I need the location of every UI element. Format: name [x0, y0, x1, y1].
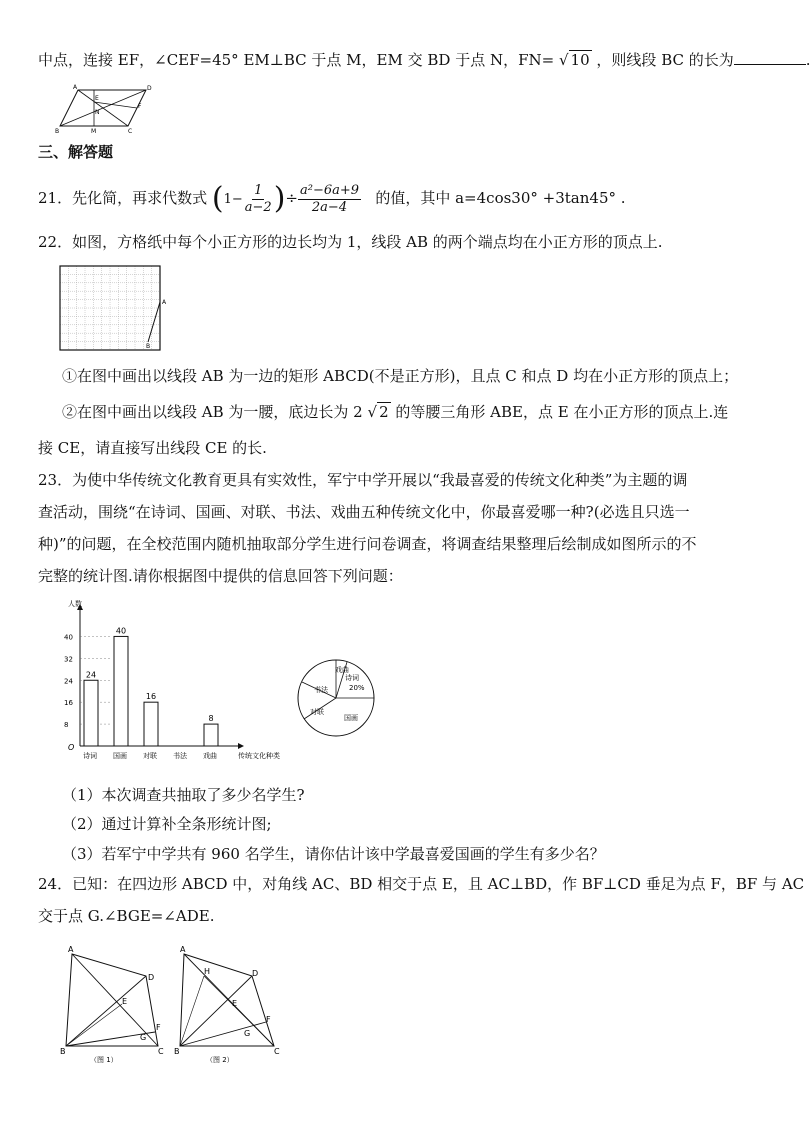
- x-tick-label: 诗词: [83, 752, 97, 760]
- q22-sqrt-value: 2: [379, 403, 389, 421]
- x-axis-arrow: [238, 743, 244, 749]
- q20-line: [38, 50, 811, 70]
- x-tick-label: 国画: [113, 752, 127, 760]
- section-title: 三、解答题: [38, 143, 114, 161]
- grid-label-b: B: [146, 343, 151, 350]
- q20-figure: [55, 84, 158, 135]
- y-tick-label: 16: [64, 699, 73, 708]
- q20-label-b: B: [55, 128, 60, 135]
- q22-stem: 22．如图，方格纸中每个小正方形的边长均为 1，线段 AB 的两个端点均在小正方形的顶点上.: [38, 233, 663, 251]
- pie-label-poetry-pct: 20%: [349, 684, 365, 692]
- q21-one: 1−: [223, 192, 243, 207]
- fig1-label-f: F: [156, 1023, 161, 1032]
- bar: [114, 636, 128, 746]
- bar: [144, 702, 158, 746]
- q23-sub2: （2）通过计算补全条形统计图;: [62, 815, 272, 833]
- q21-left-paren: (: [211, 181, 224, 216]
- q22-item2-b: 的等腰三角形 ABE，点 E 在小正方形的顶点上.连: [395, 403, 729, 421]
- q21-frac1-den: a−2: [244, 199, 272, 215]
- q21-right-paren: ): [273, 181, 286, 216]
- q23-line3: 种)”的问题，在全校范围内随机抽取部分学生进行问卷调查，将调查结果整理后绘制成如图所示的不: [38, 535, 697, 553]
- q23-sub3: （3）若军宁中学共有 960 名学生，请你估计该中学最喜爱国画的学生有多少名？: [62, 845, 605, 863]
- q20-label-d: D: [147, 85, 152, 92]
- fig1-label-c: C: [158, 1047, 164, 1056]
- grid-label-a: A: [162, 299, 167, 306]
- fig1-label-g: G: [140, 1033, 147, 1042]
- bar-value-label: 16: [145, 692, 157, 702]
- y-axis-label: 人数: [68, 600, 82, 608]
- q21-fraction-1: [243, 183, 274, 216]
- q21-frac2-num: a²−6a+9: [299, 182, 360, 198]
- bar-value-label: 40: [115, 626, 127, 636]
- q21-frac2-den: 2a−4: [311, 199, 348, 215]
- q22-grid-figure: [60, 266, 180, 366]
- fig1-label-a: A: [68, 945, 74, 954]
- bar: [204, 724, 218, 746]
- fig2-label-h: H: [204, 967, 211, 976]
- q20-label-c: C: [128, 128, 133, 135]
- q21-fraction-2: [298, 183, 361, 216]
- fig1-label-b: B: [60, 1047, 66, 1056]
- y-tick-label: 32: [64, 655, 73, 664]
- x-tick-label: 戏曲: [203, 752, 217, 760]
- q24-figure-2: [176, 946, 286, 1066]
- q24-line1: 24．已知：在四边形 ABCD 中，对角线 AC、BD 相交于点 E，且 AC⊥BD，作 BF⊥CD 垂足为点 F，BF 与 AC: [38, 875, 805, 893]
- x-axis-label: 传统文化种类: [238, 752, 280, 760]
- origin-label: O: [68, 743, 75, 752]
- bar-value-label: 24: [85, 670, 97, 680]
- q21-line: [38, 178, 626, 220]
- y-tick-label: 8: [64, 721, 69, 730]
- fig1-caption: （图 1）: [90, 1056, 118, 1064]
- q22-item2: [62, 402, 728, 422]
- pie-label-painting: 国画: [344, 714, 358, 722]
- fig2-caption: （图 2）: [206, 1056, 234, 1064]
- q20-label-e: E: [95, 95, 99, 102]
- fig2-label-f: F: [266, 1015, 271, 1024]
- bar-value-label: 8: [208, 714, 214, 724]
- pie-label-opera: 戏曲: [335, 666, 349, 674]
- q22-item1: ①在图中画出以线段 AB 为一边的矩形 ABCD(不是正方形)，且点 C 和点 D 均在小正方形的顶点上；: [62, 367, 739, 385]
- q20-text-b: ，则线段 BC 的长为: [596, 51, 734, 69]
- q20-text-c: .: [805, 51, 811, 69]
- fig1-label-e: E: [122, 997, 128, 1006]
- q24-figure-1: [60, 946, 170, 1066]
- bar: [84, 680, 98, 746]
- q22-sqrt: √ 2: [367, 403, 389, 421]
- q23-line4: 完整的统计图.请你根据图中提供的信息回答下列问题：: [38, 567, 403, 585]
- y-tick-label: 40: [64, 633, 73, 642]
- fig2-label-a: A: [180, 945, 186, 954]
- q20-label-f: F: [138, 103, 142, 110]
- fig2-label-d: D: [252, 969, 259, 978]
- q20-answer-blank: [734, 50, 806, 65]
- q23-line1: 23．为使中华传统文化教育更具有实效性，军宁中学开展以“我最喜爱的传统文化种类”为主题的调: [38, 471, 688, 489]
- q20-label-m: M: [91, 128, 97, 135]
- q21-div: ÷: [285, 189, 298, 207]
- fig1-label-d: D: [148, 973, 155, 982]
- q20-label-a: A: [73, 84, 78, 91]
- q23-line2: 查活动，围绕“在诗词、国画、对联、书法、戏曲五种传统文化中，你最喜爱哪一种?(必选且只选一: [38, 503, 690, 521]
- q23-sub1: （1）本次调查共抽取了多少名学生?: [62, 786, 305, 804]
- grid-lines: [60, 266, 160, 350]
- q20-sqrt-value: 10: [570, 51, 590, 69]
- pie-label-poetry: 诗词: [345, 674, 359, 682]
- x-tick-label: 对联: [143, 752, 157, 760]
- fig2-label-b: B: [174, 1047, 180, 1056]
- pie-label-calligraphy: 书法: [314, 686, 328, 694]
- q24-line2: 交于点 G.∠BGE=∠ADE.: [38, 907, 215, 925]
- q22-item2-cont: 接 CE，请直接写出线段 CE 的长.: [38, 439, 267, 457]
- q21-frac1-num: 1: [254, 182, 263, 198]
- q22-item2-a: ②在图中画出以线段 AB 为一腰，底边长为 2: [62, 403, 363, 421]
- pie-label-couplet: 对联: [310, 708, 324, 716]
- y-tick-label: 24: [64, 677, 73, 686]
- q20-label-n: N: [95, 109, 100, 116]
- q21-lead: 21．先化简，再求代数式: [38, 189, 208, 207]
- q20-text-a: 中点，连接 EF，∠CEF=45° EM⊥BC 于点 M，EM 交 BD 于点 N，FN=: [38, 51, 555, 69]
- fig2-label-g: G: [244, 1029, 251, 1038]
- fig2-label-c: C: [274, 1047, 280, 1056]
- q21-tail: 的值，其中 a=4cos30° +3tan45° .: [375, 189, 626, 207]
- pie-chart: [296, 658, 386, 748]
- q20-sqrt: √ 10: [558, 51, 590, 69]
- bar-chart: [58, 596, 298, 766]
- x-tick-label: 书法: [173, 752, 187, 760]
- fig2-label-e: E: [232, 999, 238, 1008]
